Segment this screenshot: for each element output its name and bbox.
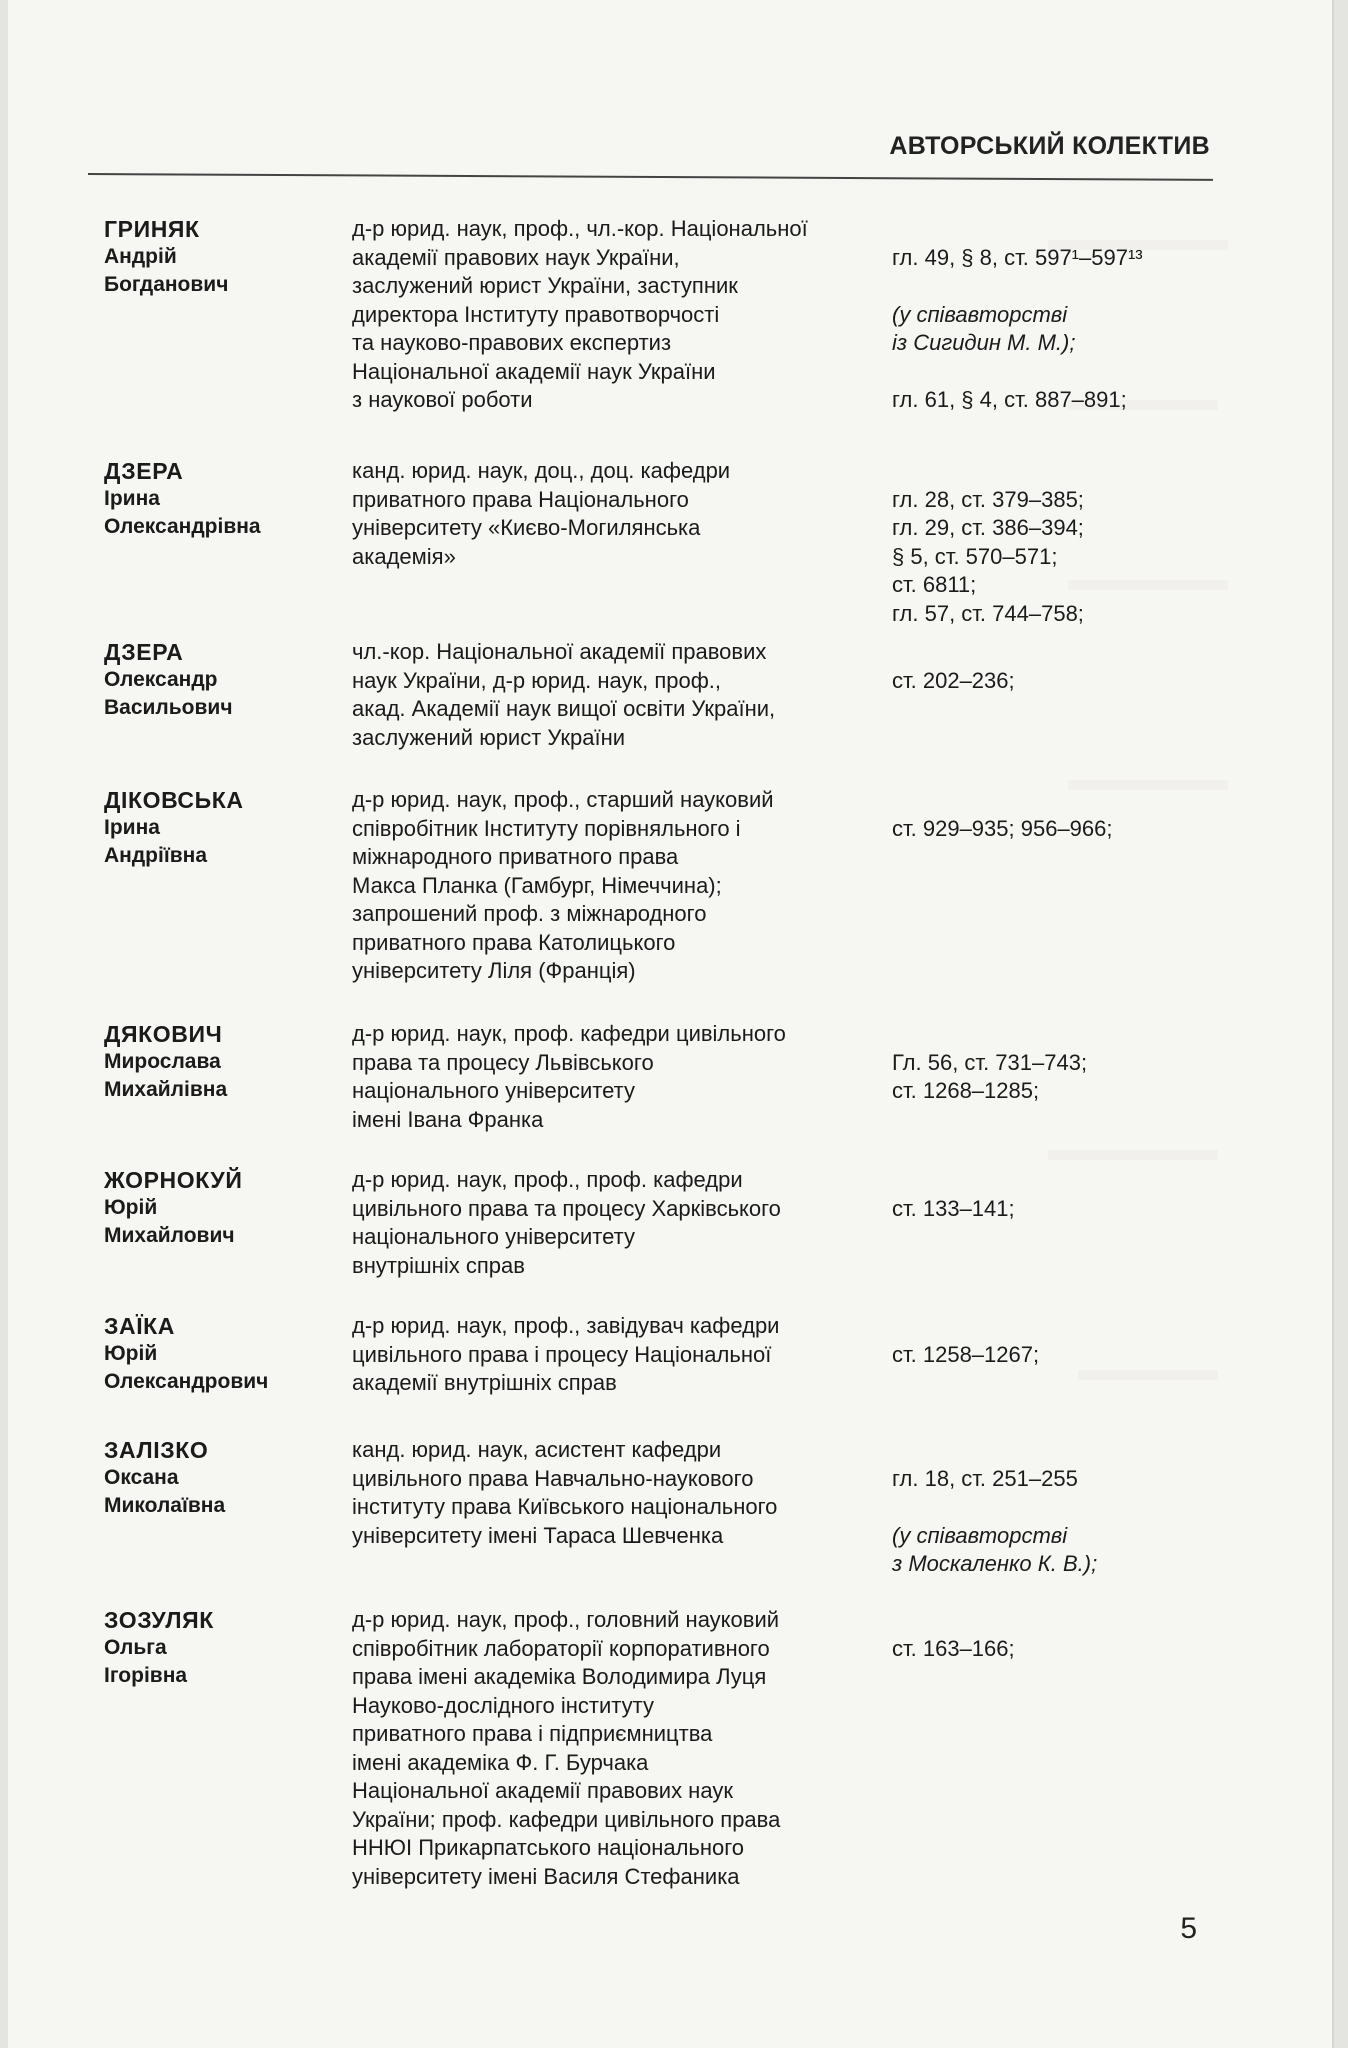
author-bio: д-р юрид. наук, проф., старший науковий співробітник Інституту порівняльного і міжнародного приватного права Макса Планка (Гамбург, Німеччина); запрошений проф. з міжнародного приватного права Католицького університету Ліля (Франція) bbox=[352, 787, 774, 983]
author-pages-line: ст. 163–166; bbox=[892, 1635, 1015, 1661]
author-first-name: Ірина bbox=[104, 816, 160, 839]
author-pages-line: гл. 18, ст. 251–255 bbox=[892, 1465, 1078, 1491]
author-first-name: Оксана bbox=[104, 1466, 179, 1489]
author-surname: ДЯКОВИЧ bbox=[104, 1021, 223, 1047]
author-entry bbox=[104, 786, 1204, 986]
author-name bbox=[104, 1606, 342, 1891]
author-entry bbox=[104, 1312, 1204, 1398]
author-first-name: Андрій bbox=[104, 245, 177, 268]
author-pages bbox=[872, 1606, 1164, 1891]
author-entry bbox=[104, 1436, 1204, 1607]
author-surname: ЖОРНОКУЙ bbox=[104, 1167, 243, 1193]
author-bio: канд. юрид. наук, асистент кафедри цивільного права Навчально-наукового інституту права Київського національного університету імені Тараса Шевченка bbox=[352, 1437, 778, 1548]
author-bio: д-р юрид. наук, проф. кафедри цивільного права та процесу Львівського національного університету імені Івана Франка bbox=[352, 1021, 786, 1132]
author-pages bbox=[872, 638, 1164, 752]
author-surname: ГРИНЯК bbox=[104, 216, 200, 242]
author-pages-line: гл. 61, § 4, ст. 887–891; bbox=[892, 387, 1127, 412]
author-pages-coauthor: (у співавторстві з Москаленко К. В.); bbox=[892, 1522, 1098, 1576]
author-bio: д-р юрид. наук, проф., головний науковий співробітник лабораторії корпоративного права імені академіка Володимира Луця Науково-дослідного інституту приватного права і підприємництва імені академіка Ф. Г. Бурчака Національної академії правових наук України; проф. кафедри цивільного права ННЮІ Прикарпатського національного університету імені Василя Стефаника bbox=[352, 1607, 781, 1889]
author-surname: ЗАЇКА bbox=[104, 1313, 176, 1339]
author-patronymic: Михайлівна bbox=[104, 1078, 228, 1101]
author-patronymic: Васильович bbox=[104, 696, 233, 719]
author-surname: ЗАЛІЗКО bbox=[104, 1437, 209, 1463]
author-surname: ДЗЕРА bbox=[104, 639, 184, 665]
author-bio: д-р юрид. наук, проф., чл.-кор. Національної академії правових наук України, заслужений юрист України, заступник директора Інституту правотворчості та науково-правових експертиз Національної академії наук України з наукової роботи bbox=[352, 216, 808, 412]
author-entry bbox=[104, 638, 1204, 752]
author-pages-line: ст. 133–141; bbox=[892, 1195, 1015, 1221]
author-pages-line: ст. 1258–1267; bbox=[892, 1341, 1040, 1367]
author-surname: ЗОЗУЛЯК bbox=[104, 1607, 214, 1633]
author-pages-line: Гл. 56, ст. 731–743; ст. 1268–1285; bbox=[892, 1049, 1088, 1103]
author-pages bbox=[872, 457, 1164, 657]
author-first-name: Юрій bbox=[104, 1342, 158, 1365]
author-bio: канд. юрид. наук, доц., доц. кафедри приватного права Національного університету «Києво-Могилянська академія» bbox=[352, 458, 731, 569]
book-page bbox=[8, 0, 1334, 2048]
author-name bbox=[104, 786, 342, 986]
author-bio: чл.-кор. Національної академії правових наук України, д-р юрид. наук, проф., акад. Академії наук вищої освіти України, заслужений юрист України bbox=[352, 639, 776, 750]
author-pages-line: ст. 929–935; 956–966; bbox=[892, 815, 1113, 841]
author-first-name: Ірина bbox=[104, 487, 160, 510]
author-pages bbox=[872, 1312, 1164, 1398]
author-name bbox=[104, 1312, 342, 1398]
author-pages bbox=[872, 786, 1164, 986]
author-patronymic: Олександрівна bbox=[104, 515, 261, 538]
author-surname: ДЗЕРА bbox=[104, 458, 184, 484]
author-pages bbox=[872, 1166, 1164, 1280]
author-name bbox=[104, 215, 342, 443]
author-first-name: Ольга bbox=[104, 1636, 167, 1659]
page-number: 5 bbox=[1180, 1912, 1197, 1945]
author-pages-coauthor: (у співавторстві із Сигидин М. М.); bbox=[892, 301, 1076, 355]
author-first-name: Олександр bbox=[104, 668, 218, 691]
author-pages bbox=[872, 1436, 1164, 1607]
author-name bbox=[104, 638, 342, 752]
author-first-name: Юрій bbox=[104, 1196, 158, 1219]
section-title: АВТОРСЬКИЙ КОЛЕКТИВ bbox=[889, 132, 1210, 160]
author-name bbox=[104, 1020, 342, 1134]
author-entry bbox=[104, 457, 1204, 657]
author-patronymic: Миколаївна bbox=[104, 1494, 226, 1517]
author-patronymic: Михайлович bbox=[104, 1224, 235, 1247]
author-surname: ДІКОВСЬКА bbox=[104, 787, 244, 813]
author-pages-line: гл. 49, § 8, ст. 597¹–597¹³ bbox=[892, 244, 1143, 270]
author-patronymic: Богданович bbox=[104, 273, 229, 296]
author-entry bbox=[104, 1606, 1204, 1891]
author-first-name: Мирослава bbox=[104, 1050, 221, 1073]
author-name bbox=[104, 1166, 342, 1280]
author-patronymic: Андріївна bbox=[104, 844, 208, 867]
author-bio: д-р юрид. наук, проф., проф. кафедри цивільного права та процесу Харківського національного університету внутрішніх справ bbox=[352, 1167, 781, 1278]
author-name bbox=[104, 457, 342, 657]
author-list bbox=[8, 0, 1332, 2048]
author-pages bbox=[872, 1020, 1164, 1134]
author-pages-line: ст. 202–236; bbox=[892, 667, 1015, 693]
author-pages-line: гл. 28, ст. 379–385; гл. 29, ст. 386–394; § 5, ст. 570–571; ст. 6811; гл. 57, ст. 744–758; bbox=[892, 486, 1084, 626]
author-entry bbox=[104, 1020, 1204, 1134]
author-entry bbox=[104, 215, 1204, 443]
author-patronymic: Ігорівна bbox=[104, 1664, 188, 1687]
author-patronymic: Олександрович bbox=[104, 1370, 269, 1393]
author-bio: д-р юрид. наук, проф., завідувач кафедри цивільного права і процесу Національної академії внутрішніх справ bbox=[352, 1313, 780, 1395]
author-entry bbox=[104, 1166, 1204, 1280]
author-name bbox=[104, 1436, 342, 1607]
author-pages bbox=[872, 215, 1164, 443]
